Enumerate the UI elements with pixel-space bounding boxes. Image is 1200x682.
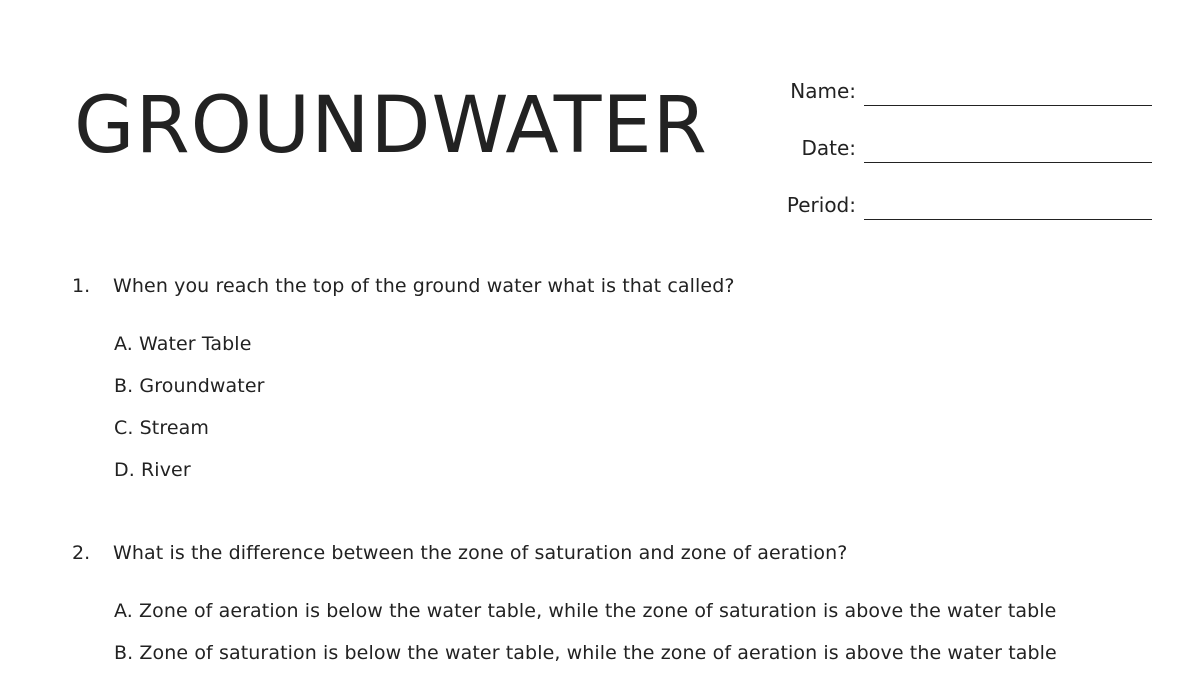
answer-option: A. Water Table <box>114 333 252 355</box>
worksheet-title: GROUNDWATER <box>74 81 708 171</box>
date-field <box>760 135 1152 169</box>
question-number: 1. <box>72 275 91 297</box>
answer-option: A. Zone of aeration is below the water table, while the zone of saturation is above the water table <box>114 600 1057 622</box>
period-blank-line <box>864 219 1152 220</box>
date-blank-line <box>864 162 1152 163</box>
date-label: Date: <box>801 136 856 160</box>
answer-option: B. Groundwater <box>114 375 265 397</box>
period-label: Period: <box>786 193 856 217</box>
question-number: 2. <box>72 542 91 564</box>
answer-options <box>114 598 1057 682</box>
name-field <box>760 78 1152 112</box>
answer-options <box>114 331 265 499</box>
name-label: Name: <box>790 79 856 103</box>
answer-option: B. Zone of saturation is below the water table, while the zone of aeration is above the water table <box>114 642 1057 664</box>
answer-option: C. Stream <box>114 417 209 439</box>
name-blank-line <box>864 105 1152 106</box>
question-text: What is the difference between the zone of saturation and zone of aeration? <box>113 542 848 564</box>
period-field <box>760 192 1152 226</box>
answer-option: D. River <box>114 459 191 481</box>
question-text: When you reach the top of the ground water what is that called? <box>113 275 735 297</box>
